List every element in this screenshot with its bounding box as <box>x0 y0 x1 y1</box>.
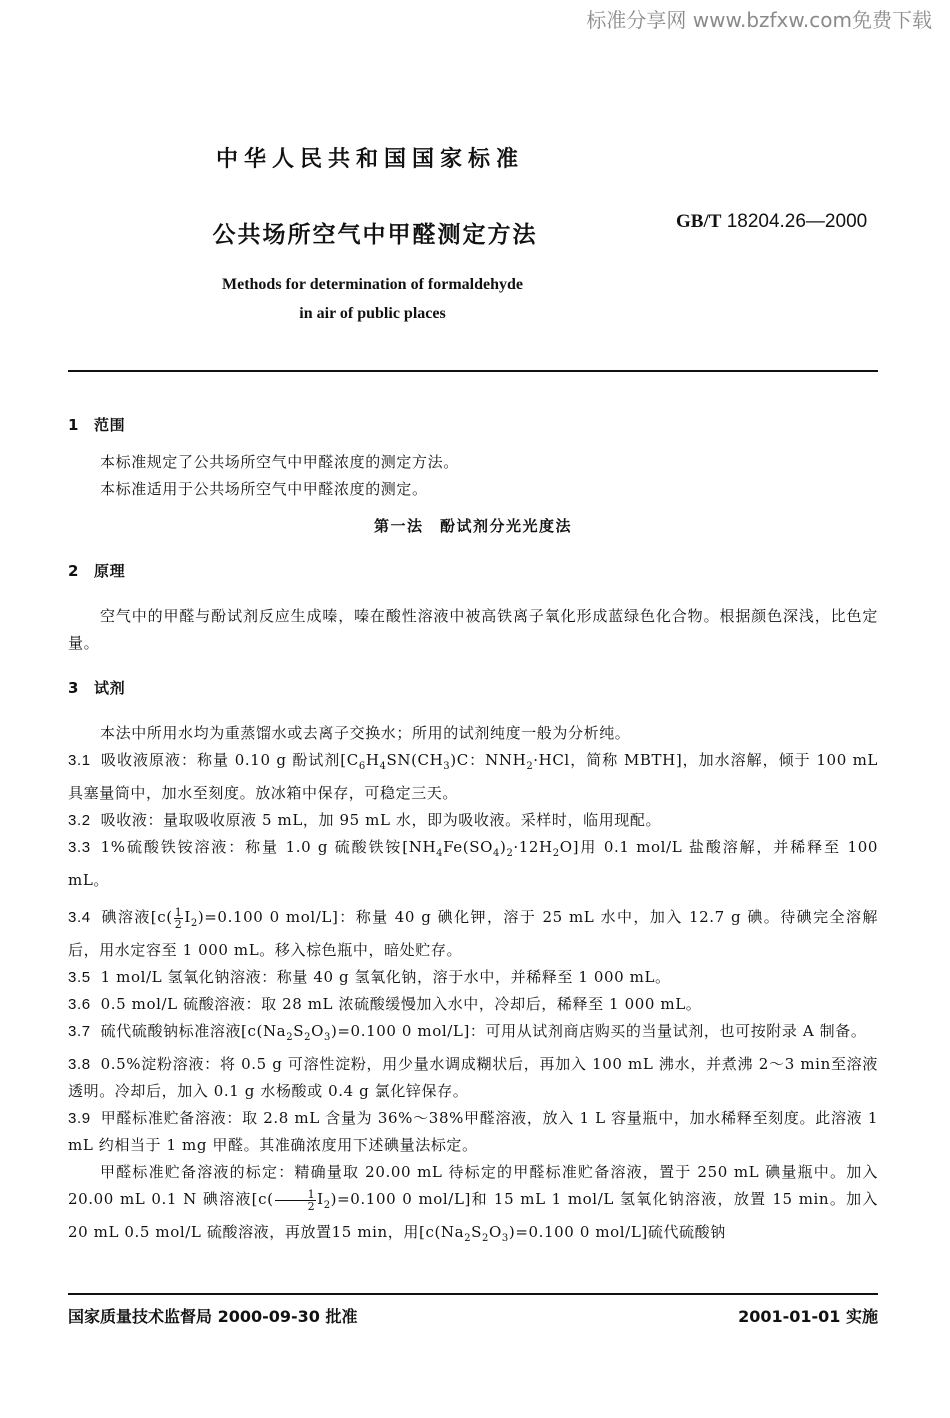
clause-3-9 <box>68 1105 878 1159</box>
clause-text: S <box>293 1022 305 1040</box>
header-rule <box>68 370 878 372</box>
clause-text: 碘溶液[c( <box>100 908 173 926</box>
subscript: 2 <box>526 761 534 772</box>
title-en-line-1: Methods for determination of formaldehyde <box>222 276 523 293</box>
effective-date: 2001-01-01 实施 <box>738 1307 878 1326</box>
subscript: 2 <box>190 918 198 929</box>
clause-text: 硫代硫酸钠标准溶液[c(Na <box>100 1022 287 1040</box>
paragraph: 本法中所用水均为重蒸馏水或去离子交换水；所用的试剂纯度一般为分析纯。 <box>100 724 631 742</box>
clause-3-1 <box>68 747 878 807</box>
paragraph-text: S <box>471 1223 483 1241</box>
subscript: 2 <box>323 1200 331 1211</box>
clause-number: 3.1 <box>68 752 91 769</box>
section-number: 2 <box>68 562 80 580</box>
watermark: 标准分享网 www.bzfxw.com免费下载 <box>586 8 932 32</box>
title-en-line-2: in air of public places <box>299 305 446 322</box>
clause-3-3 <box>68 834 878 894</box>
clause-text: I <box>184 908 191 926</box>
clause-text: 0.5 mol/L 硫酸溶液：取 28 mL 浓硫酸缓慢加入水中，冷却后，稀释至 1 000 mL。 <box>100 995 702 1013</box>
page-title-cn: 公共场所空气中甲醛测定方法 <box>212 222 538 248</box>
paragraph-text: O <box>489 1223 502 1241</box>
section-heading-3 <box>68 675 878 702</box>
subscript: 3 <box>443 761 451 772</box>
page-title-en <box>0 270 745 328</box>
section-heading-1 <box>68 412 878 439</box>
clause-text: 吸收液：量取吸收原液 5 mL，加 95 mL 水，即为吸收液。采样时，临用现配。 <box>100 811 662 829</box>
clause-text: ·12H <box>513 838 553 856</box>
clause-text: )=0.100 0 mol/L]：可用从试剂商店购买的当量试剂，也可按附录 A 制备。 <box>330 1022 867 1040</box>
clause-text: ·HCl，简称 MBTH]，加水溶解，倾于 100 mL 具塞量筒中，加水至刻度。放冰箱中保存，可稳定三天。 <box>68 751 878 802</box>
clause-text: Fe(SO <box>443 838 494 856</box>
calibration-paragraph <box>68 1159 878 1252</box>
paragraph-text: )=0.100 0 mol/L]硫代硫酸钠 <box>508 1223 726 1241</box>
subscript: 2 <box>464 1233 472 1244</box>
clause-text: 甲醛标准贮备溶液：取 2.8 mL 含量为 36%～38%甲醛溶液，放入 1 L 容量瓶中，加水稀释至刻度。此溶液 1 mL 约相当于 1 mg 甲醛。其准确浓度用下述碘量法标定。 <box>68 1109 878 1154</box>
clause-number: 3.8 <box>68 1056 91 1073</box>
subscript: 2 <box>506 848 514 859</box>
clause-text: SN(CH <box>386 751 444 769</box>
clause-text: 0.5%淀粉溶液：将 0.5 g 可溶性淀粉，用少量水调成糊状后，再加入 100 mL 沸水，并煮沸 2～3 min至溶液透明。冷却后，加入 0.1 g 水杨酸或 0.4 g 氯化锌保存。 <box>68 1055 878 1100</box>
clause-text: )=0.100 0 mol/L]：称量 40 g 碘化钾，溶于 25 mL 水中，加入 12.7 g 碘。待碘完全溶解后，用水定容至 1 000 mL。移入棕色瓶中，暗处贮存。 <box>68 908 878 959</box>
section-title: 试剂 <box>94 679 126 697</box>
subscript: 4 <box>436 848 444 859</box>
document-body <box>68 412 878 1252</box>
clause-number: 3.7 <box>68 1023 91 1040</box>
method-heading: 第一法 酚试剂分光光度法 <box>373 517 572 535</box>
clause-text: O]用 0.1 mol/L 盐酸溶解，并稀释至 100 mL。 <box>68 838 878 889</box>
section-title: 原理 <box>94 562 126 580</box>
subscript: 3 <box>501 1233 509 1244</box>
clause-3-5 <box>68 964 878 991</box>
subscript: 3 <box>323 1032 331 1043</box>
section-heading-2 <box>68 558 878 585</box>
subscript: 6 <box>358 761 366 772</box>
clause-3-2 <box>68 807 878 834</box>
paragraph-text: 甲醛标准贮备溶液的标定：精确量取 20.00 mL 待标定的甲醛标准贮备溶液，置于 250 mL 碘量瓶中。加入 20.00 mL 0.1 N 碘溶液[c( <box>68 1163 878 1208</box>
subscript: 4 <box>379 761 387 772</box>
standard-code: 18204.26—2000 <box>726 211 868 232</box>
subscript: 2 <box>286 1032 294 1043</box>
standard-prefix: GB/T <box>676 211 722 232</box>
subscript: 2 <box>552 848 560 859</box>
paragraph-text: )=0.100 0 mol/L]和 15 mL 1 mol/L 氢氧化钠溶液，放置 15 min。加入 20 mL 0.5 mol/L 硫酸溶液，再放置15 min，用[c(Na <box>68 1190 878 1241</box>
fraction-numerator: 1 <box>275 1189 317 1201</box>
clause-text: 1 mol/L 氢氧化钠溶液：称量 40 g 氢氧化钠，溶于水中，并稀释至 1 000 mL。 <box>100 968 671 986</box>
clause-number: 3.6 <box>68 996 91 1013</box>
clause-number: 3.2 <box>68 812 91 829</box>
clause-number: 3.5 <box>68 969 91 986</box>
section-number: 3 <box>68 679 80 697</box>
clause-number: 3.9 <box>68 1110 91 1127</box>
paragraph: 本标准规定了公共场所空气中甲醛浓度的测定方法。 <box>100 453 459 471</box>
clause-text: H <box>365 751 380 769</box>
clause-3-8 <box>68 1051 878 1105</box>
subscript: 2 <box>304 1032 312 1043</box>
subscript: 4 <box>493 848 500 859</box>
footer-rule <box>68 1293 878 1295</box>
paragraph: 空气中的甲醛与酚试剂反应生成嗪，嗪在酸性溶液中被高铁离子氧化形成蓝绿色化合物。根据颜色深浅，比色定量。 <box>68 607 878 652</box>
standard-number <box>676 211 867 233</box>
clause-3-4 <box>68 904 878 964</box>
subscript: 2 <box>482 1233 490 1244</box>
clause-3-7 <box>68 1018 878 1051</box>
paragraph-text: I <box>317 1190 324 1208</box>
clause-number: 3.4 <box>68 909 91 926</box>
fraction-half <box>275 1189 317 1212</box>
fraction-numerator: 1 <box>174 905 183 919</box>
clause-text: 1%硫酸铁铵溶液：称量 1.0 g 硫酸铁铵[NH <box>100 838 437 856</box>
fraction-denominator: 2 <box>307 1199 316 1213</box>
clause-text: )C：NNH <box>450 751 527 769</box>
section-title: 范围 <box>94 416 126 434</box>
section-number: 1 <box>68 416 80 434</box>
clause-text: 吸收液原液：称量 0.10 g 酚试剂[C <box>100 751 359 769</box>
clause-3-6 <box>68 991 878 1018</box>
fraction-half <box>174 907 184 930</box>
clause-text: ) <box>499 838 507 856</box>
paragraph: 本标准适用于公共场所空气中甲醛浓度的测定。 <box>100 480 428 498</box>
approval-line: 国家质量技术监督局 2000-09-30 批准 <box>68 1307 358 1326</box>
clause-text: O <box>311 1022 324 1040</box>
fraction-denominator: 2 <box>174 917 183 931</box>
country-standard-heading: 中华人民共和国国家标准 <box>215 147 524 172</box>
clause-number: 3.3 <box>68 839 91 856</box>
